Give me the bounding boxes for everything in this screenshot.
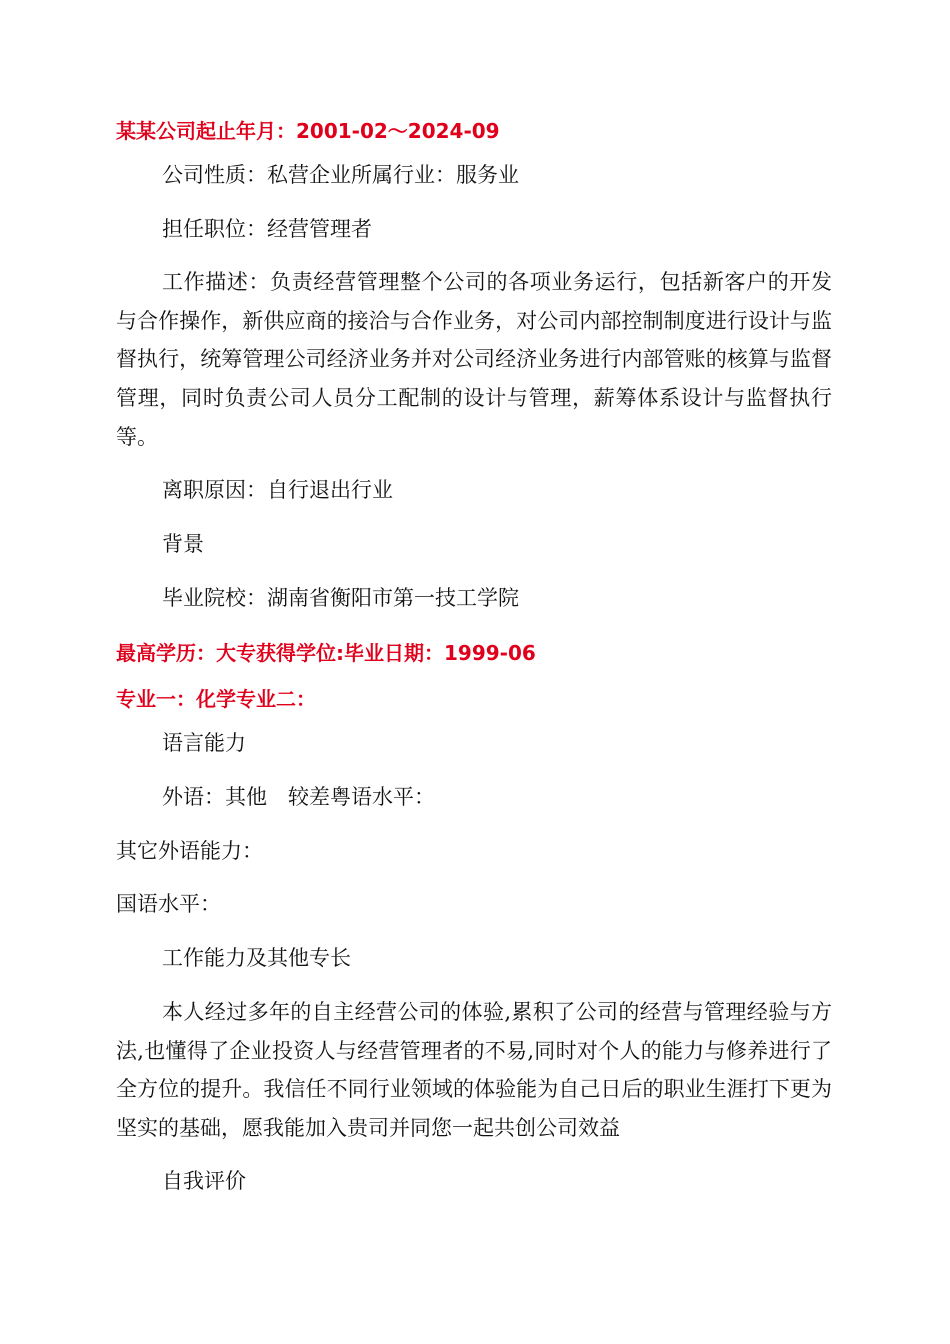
mandarin-line: 国语水平： — [116, 892, 221, 916]
other-language-line: 其它外语能力： — [116, 839, 263, 863]
language-section-title: 语言能力 — [162, 731, 246, 755]
skills-section-title: 工作能力及其他专长 — [162, 946, 351, 970]
school-line: 毕业院校：湖南省衡阳市第一技工学院 — [162, 586, 519, 610]
job-description-paragraph: 工作描述：负责经营管理整个公司的各项业务运行，包括新客户的开发与合作操作，新供应商的接洽与合作业务，对公司内部控制制度进行设计与监督执行，统筹管理公司经济业务并对公司经济业务进行内部管账的核算与监督管理，同时负责公司人员分工配制的设计与管理，薪筹体系设计与监督执行等。 — [116, 270, 832, 449]
company-period-heading: 某某公司起止年月：2001-02～2024-09 — [116, 119, 500, 143]
education-heading: 最高学历：大专获得学位:毕业日期：1999-06 — [116, 641, 536, 665]
self-evaluation-title: 自我评价 — [162, 1169, 246, 1193]
foreign-language-line: 外语：其他 较差粤语水平： — [162, 785, 435, 809]
leave-reason-line: 离职原因：自行退出行业 — [162, 478, 393, 502]
skills-description-paragraph: 本人经过多年的自主经营公司的体验,累积了公司的经营与管理经验与方法,也懂得了企业投资人与经营管理者的不易,同时对个人的能力与修养进行了全方位的提升。我信任不同行业领域的体验能为自己日后的职业生涯打下更为坚实的基础，愿我能加入贵司并同您一起共创公司效益 — [116, 1000, 832, 1141]
position-line: 担任职位：经营管理者 — [162, 217, 372, 241]
major-heading: 专业一：化学专业二： — [116, 687, 316, 711]
background-section-title: 背景 — [162, 532, 204, 556]
company-nature-line: 公司性质：私营企业所属行业：服务业 — [162, 163, 519, 187]
